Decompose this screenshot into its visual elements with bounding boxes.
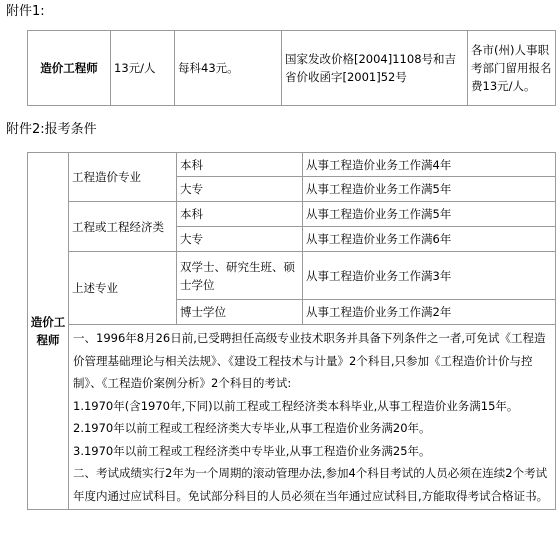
fee-note-cell: 各市(州)人事职考部门留用报名费13元/人。	[468, 31, 556, 106]
notes-paragraph: 二、考试成绩实行2年为一个周期的滚动管理办法,参加4个科目考试的人员必须在连续2个考试年度内通过应试科目。免试部分科目的人员必须在当年通过应试科目,方能取得考试合格证书。	[73, 466, 549, 503]
notes-paragraph: 2.1970年以前工程或工程经济类大专毕业,从事工程造价业务满20年。	[73, 421, 431, 435]
notes-cell	[69, 325, 556, 510]
requirement-cell: 从事工程造价业务工作满5年	[303, 177, 556, 202]
table-row	[28, 252, 556, 300]
major-cell: 工程或工程经济类	[69, 202, 177, 252]
degree-cell: 大专	[177, 177, 303, 202]
fee-document-cell: 国家发改价格[2004]1108号和吉省价收函字[2001]52号	[282, 31, 468, 106]
fee-row	[28, 31, 556, 106]
fee-per-person-cell: 13元/人	[111, 31, 175, 106]
table-row	[28, 325, 556, 510]
notes-paragraph: 3.1970年以前工程或工程经济类中专毕业,从事工程造价业务满25年。	[73, 443, 431, 458]
requirement-cell: 从事工程造价业务工作满4年	[303, 153, 556, 177]
notes-paragraph: 1.1970年(含1970年,下同)以前工程或工程经济类本科毕业,从事工程造价业务满15年。	[73, 398, 519, 413]
table-row	[28, 202, 556, 227]
requirement-cell: 从事工程造价业务工作满5年	[303, 202, 556, 227]
requirements-table	[27, 152, 556, 510]
table-row	[28, 153, 556, 177]
requirement-cell: 从事工程造价业务工作满3年	[303, 252, 556, 300]
fee-per-subject-cell: 每科43元。	[175, 31, 282, 106]
notes-paragraph: 一、1996年8月26日前,已受聘担任高级专业技术职务并具备下列条件之一者,可免试《工程造价管理基础理论与相关法规》、《建设工程技术与计量》2个科目,只参加《工程造价计价与控制》、《工程造价案例分析》2个科目的考试:	[73, 331, 546, 390]
requirement-cell: 从事工程造价业务工作满2年	[303, 300, 556, 325]
attachment1-heading: 附件1:	[6, 4, 45, 19]
fee-title-cell: 造价工程师	[28, 31, 111, 106]
major-cell: 上述专业	[69, 252, 177, 325]
requirements-title-cell: 造价工程师	[28, 153, 69, 510]
degree-cell: 本科	[177, 202, 303, 227]
attachment2-heading: 附件2:报考条件	[6, 122, 97, 137]
degree-cell: 博士学位	[177, 300, 303, 325]
degree-cell: 本科	[177, 153, 303, 177]
requirement-cell: 从事工程造价业务工作满6年	[303, 227, 556, 252]
degree-cell: 双学士、研究生班、硕士学位	[177, 252, 303, 300]
major-cell: 工程造价专业	[69, 153, 177, 202]
fee-table	[27, 30, 556, 106]
degree-cell: 大专	[177, 227, 303, 252]
